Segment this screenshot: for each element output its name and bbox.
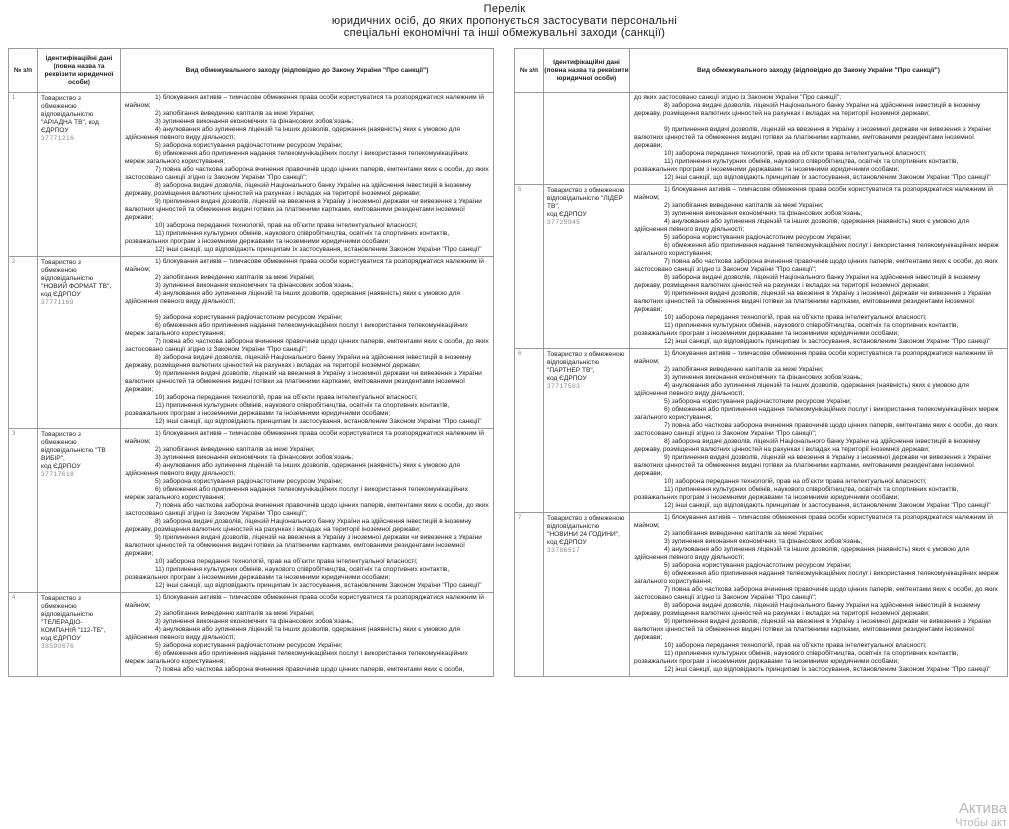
entity-cell	[38, 593, 121, 677]
measure-item: 2) запобігання виведенню капіталів за межі України;	[155, 446, 315, 453]
edrpou-code: 37771216	[41, 135, 75, 142]
entity-name: Товариство з обмеженою відповідальністю "ТЕЛЕРАДІО-КОМПАНІЯ "112-ТБ", код ЄДРПОУ	[41, 595, 106, 642]
measure-item: 7) повна або часткова заборона вчинення правочинів щодо цінних паперів, емітентами яких є особи, до яких застосовано санкції згідно із Законом України "Про санкції";	[634, 422, 998, 437]
entity-name: Товариство з обмеженою відповідальністю "НОВИНИ 24 ГОДИНИ", код ЄДРПОУ	[547, 515, 625, 546]
measure-item: 5) заборона користування радіочастотним ресурсом України;	[155, 642, 343, 649]
measure-item: 12) інші санкції, що відповідають принципам їх застосування, встановленим Законом України "Про санкції"	[155, 582, 482, 589]
measure-item: 9) припинення видачі дозволів, ліцензій на ввезення в Україну з іноземної держави чи вивезення з України валютних цінностей та обмеження видачі готівки за платіжними картками, емітованими резидентами іноземної держави;	[125, 370, 482, 393]
table-row	[515, 513, 1008, 677]
header-entity: Ідентифікаційні дані (повна назва та реквізити юридичної особи)	[544, 49, 630, 93]
entity-name: Товариство з обмеженою відповідальністю "АРІАДНА ТВ", код ЄДРПОУ	[41, 95, 99, 134]
measure-item: 2) запобігання виведенню капіталів за межі України;	[155, 610, 315, 617]
entity-cell	[544, 513, 630, 677]
measure-item: 11) припинення культурних обмінів, наукового співробітництва, освітніх та спортивних контактів, розважальних програм з іноземними державами та іноземними юридичними особами;	[634, 322, 959, 337]
edrpou-code: 37717583	[547, 383, 581, 390]
row-number: 2	[9, 257, 38, 429]
measures-cell	[630, 93, 1008, 185]
measures-cell	[121, 257, 494, 429]
right-page-column	[514, 48, 1008, 829]
measure-item: 12) інші санкції, що відповідають принципам їх застосування, встановленим Законом України "Про санкції"	[664, 502, 991, 509]
measure-item: 10) заборона передання технологій, прав на об’єкти права інтелектуальної власності;	[155, 558, 418, 565]
sanctions-table-left	[8, 48, 494, 677]
measure-item: 11) припинення культурних обмінів, наукового співробітництва, освітніх та спортивних контактів, розважальних програм з іноземними державами та іноземними юридичними особами;	[125, 230, 450, 245]
measure-item: 2) запобігання виведенню капіталів за межі України;	[664, 202, 824, 209]
measures-cell	[121, 429, 494, 593]
title-line-2: юридичних осіб, до яких пропонується застосувати персональні	[331, 15, 678, 27]
measure-item: 9) припинення видачі дозволів, ліцензій на ввезення в Україну з іноземної держави чи вивезення з України валютних цінностей та обмеження видачі готівки за платіжними картками, емітованими резидентами іноземної держави;	[125, 534, 482, 557]
measure-item: 1) блокування активів – тимчасове обмеження права особи користуватися та розпоряджатися належним їй майном;	[634, 350, 993, 365]
measure-item: 8) заборона видачі дозволів, ліцензій Національного банку України на здійснення інвестицій в іноземну державу, розміщення валютних цінностей на рахунках і вкладах на території іноземної держави;	[634, 602, 981, 617]
measure-item: 9) припинення видачі дозволів, ліцензій на ввезення в Україну з іноземної держави чи вивезення з України валютних цінностей та обмеження видачі готівки за платіжними картками, емітованими резидентами іноземної держави;	[634, 454, 991, 477]
measure-item: 4) анулювання або зупинення ліцензій та інших дозволів, одержання (наявність) яких є умовою для здійснення певного виду діяльності;	[634, 382, 969, 397]
measure-item: 7) повна або часткова заборона вчинення правочинів щодо цінних паперів, емітентами яких є особи, до яких застосовано санкції згідно із Законом України "Про санкції";	[634, 258, 998, 273]
measure-item: 11) припинення культурних обмінів, наукового співробітництва, освітніх та спортивних контактів, розважальних програм з іноземними державами та іноземними юридичними особами;	[634, 486, 959, 501]
document-title	[0, 3, 1009, 39]
row-number: 6	[515, 349, 544, 513]
table-row	[9, 593, 494, 677]
measure-item	[125, 306, 489, 314]
measure-item: 8) заборона видачі дозволів, ліцензій Національного банку України на здійснення інвестицій в іноземну державу, розміщення валютних цінностей на рахунках і вкладах на території іноземної держави;	[125, 354, 472, 369]
entity-cell	[544, 93, 630, 185]
measure-item: 3) зупинення виконання економічних та фінансових зобов’язань;	[664, 210, 863, 217]
measure-item: 3) зупинення виконання економічних та фінансових зобов’язань;	[664, 538, 863, 545]
row-number: 4	[9, 593, 38, 677]
watermark-subtitle: Чтобы акт	[955, 817, 1007, 829]
measure-item: 8) заборона видачі дозволів, ліцензій Національного банку України на здійснення інвестицій в іноземну державу, розміщення валютних цінностей на рахунках і вкладах на території іноземної держави;	[634, 274, 981, 289]
edrpou-code: 37771169	[41, 299, 74, 306]
measure-item: 9) припинення видачі дозволів, ліцензій на ввезення в Україну з іноземної держави чи вивезення з України валютних цінностей та обмеження видачі готівки за платіжними картками, емітованими резидентами іноземної держави;	[634, 618, 991, 641]
header-entity: Ідентифікаційні дані (повна назва та реквізити юридичної особи)	[38, 49, 121, 93]
measure-item: 10) заборона передання технологій, прав на об’єкти права інтелектуальної власності;	[155, 222, 418, 229]
entity-name: Товариство з обмеженою відповідальністю "ТВ ВИБІР", код ЄДРПОУ	[41, 431, 106, 470]
measure-item: 7) повна або часткова заборона вчинення правочинів щодо цінних паперів, емітентами яких є особи, до яких застосовано санкції згідно із Законом України "Про санкції";	[125, 502, 489, 517]
measure-item: 4) анулювання або зупинення ліцензій та інших дозволів, одержання (наявність) яких є умовою для здійснення певного виду діяльності;	[634, 218, 969, 233]
measure-item: 9) припинення видачі дозволів, ліцензій на ввезення в Україну з іноземної держави чи вивезення з України валютних цінностей та обмеження видачі готівки за платіжними картками, емітованими резидентами іноземної держави;	[634, 126, 991, 149]
measure-item: 8) заборона видачі дозволів, ліцензій Національного банку України на здійснення інвестицій в іноземну державу, розміщення валютних цінностей на рахунках і вкладах на території іноземної держави;	[634, 438, 981, 453]
measure-item: 8) заборона видачі дозволів, ліцензій Національного банку України на здійснення інвестицій в іноземну державу, розміщення валютних цінностей на рахунках і вкладах на території іноземної держави;	[125, 518, 472, 533]
entity-name: Товариство з обмеженою відповідальністю "ПАРТНЕР ТВ", код ЄДРПОУ	[547, 351, 625, 382]
entity-cell	[38, 429, 121, 593]
table-row	[515, 185, 1008, 349]
edrpou-code: 38590676	[41, 643, 75, 650]
measure-item: 6) обмеження або припинення надання телекомунікаційних послуг і використання телекомунікаційних мереж загального користування;	[634, 242, 999, 257]
measure-item: 3) зупинення виконання економічних та фінансових зобов’язань;	[155, 118, 354, 125]
measure-item: 4) анулювання або зупинення ліцензій та інших дозволів, одержання (наявність) яких є умовою для здійснення певного виду діяльності;	[125, 462, 460, 477]
rows-right	[515, 93, 1008, 677]
entity-name: Товариство з обмеженою відповідальністю "НОВИЙ ФОРМАТ ТВ", код ЄДРПОУ	[41, 259, 112, 298]
measure-item: 5) заборона користування радіочастотним ресурсом України;	[664, 398, 852, 405]
measure-item: 10) заборона передання технологій, прав на об’єкти права інтелектуальної власності;	[664, 478, 927, 485]
entity-cell	[544, 185, 630, 349]
measure-item: 12) інші санкції, що відповідають принципам їх застосування, встановленим Законом України "Про санкції"	[664, 666, 991, 673]
sanctions-table-right	[514, 48, 1008, 677]
measure-item: 12) інші санкції, що відповідають принципам їх застосування, встановленим Законом України "Про санкції"	[664, 338, 991, 345]
watermark-title: Актива	[958, 800, 1007, 817]
measures-cell	[121, 93, 494, 257]
measure-item: 7) повна або часткова заборона вчинення правочинів щодо цінних паперів, емітентами яких є особи, до яких застосовано санкції згідно із Законом України "Про санкції";	[125, 166, 489, 181]
measure-item: 5) заборона користування радіочастотним ресурсом України;	[664, 562, 852, 569]
measure-item: 11) припинення культурних обмінів, наукового співробітництва, освітніх та спортивних контактів, розважальних програм з іноземними державами та іноземними юридичними особами;	[125, 566, 450, 581]
measures-cell	[630, 349, 1008, 513]
table-row	[9, 93, 494, 257]
measure-item: до яких застосовано санкції згідно із Законом України "Про санкції";	[634, 94, 842, 101]
header-measure: Вид обмежувального заходу (відповідно до Закону України "Про санкції")	[630, 49, 1008, 93]
measure-item: 9) припинення видачі дозволів, ліцензій на ввезення в Україну з іноземної держави чи вивезення з України валютних цінностей та обмеження видачі готівки за платіжними картками, емітованими резидентами іноземної держави;	[125, 198, 482, 221]
row-number: 1	[9, 93, 38, 257]
measure-item: 11) припинення культурних обмінів, наукового співробітництва, освітніх та спортивних контактів, розважальних програм з іноземними державами та іноземними юридичними особами;	[634, 158, 959, 173]
measure-item: 10) заборона передання технологій, прав на об’єкти права інтелектуальної власності;	[664, 150, 927, 157]
edrpou-code: 37717618	[41, 471, 75, 478]
measure-item: 12) інші санкції, що відповідають принципам їх застосування, встановленим Законом України "Про санкції"	[664, 174, 991, 181]
measure-item: 1) блокування активів – тимчасове обмеження права особи користуватися та розпоряджатися належним їй майном;	[125, 594, 484, 609]
row-number: 3	[9, 429, 38, 593]
measure-item: 4) анулювання або зупинення ліцензій та інших дозволів, одержання (наявність) яких є умовою для здійснення певного виду діяльності;	[125, 126, 460, 141]
measure-item: 1) блокування активів – тимчасове обмеження права особи користуватися та розпоряджатися належним їй майном;	[125, 94, 484, 109]
row-number: 5	[515, 185, 544, 349]
measure-item: 7) повна або часткова заборона вчинення правочинів щодо цінних паперів, емітентами яких є особи, до яких застосовано санкції згідно із Законом України "Про санкції";	[125, 338, 489, 353]
measure-item: 1) блокування активів – тимчасове обмеження права особи користуватися та розпоряджатися належним їй майном;	[125, 258, 484, 273]
measure-item: 6) обмеження або припинення надання телекомунікаційних послуг і використання телекомунікаційних мереж загального користування;	[634, 570, 999, 585]
measure-item: 12) інші санкції, що відповідають принципам їх застосування, встановленим Законом України "Про санкції"	[155, 246, 482, 253]
table-row	[515, 93, 1008, 185]
measure-item: 1) блокування активів – тимчасове обмеження права особи користуватися та розпоряджатися належним їй майном;	[634, 186, 993, 201]
measure-item: 11) припинення культурних обмінів, наукового співробітництва, освітніх та спортивних контактів, розважальних програм з іноземними державами та іноземними юридичними особами;	[634, 650, 959, 665]
measure-item	[634, 118, 1003, 126]
measure-item: 7) повна або часткова заборона вчинення правочинів щодо цінних паперів, емітентами яких є особи, до яких застосовано санкції згідно із Законом України "Про санкції";	[634, 586, 998, 601]
header-number: № з/п	[9, 49, 38, 93]
measure-item: 8) заборона видачі дозволів, ліцензій Національного банку України на здійснення інвестицій в іноземну державу, розміщення валютних цінностей на рахунках і вкладах на території іноземної держави;	[634, 102, 981, 117]
table-row	[9, 257, 494, 429]
measure-item: 1) блокування активів – тимчасове обмеження права особи користуватися та розпоряджатися належним їй майном;	[125, 430, 484, 445]
measure-item: 5) заборона користування радіочастотним ресурсом України;	[155, 142, 343, 149]
measure-item: 3) зупинення виконання економічних та фінансових зобов’язань;	[664, 374, 863, 381]
measure-item: 4) анулювання або зупинення ліцензій та інших дозволів, одержання (наявність) яких є умовою для здійснення певного виду діяльності;	[634, 546, 969, 561]
measure-item: 2) запобігання виведенню капіталів за межі України;	[155, 274, 315, 281]
title-line-1: Перелік	[483, 3, 526, 15]
row-number: 7	[515, 513, 544, 677]
measure-item: 3) зупинення виконання економічних та фінансових зобов’язань;	[155, 454, 354, 461]
measure-item: 2) запобігання виведенню капіталів за межі України;	[155, 110, 315, 117]
table-row	[515, 349, 1008, 513]
left-page-column	[8, 48, 494, 829]
measure-item: 8) заборона видачі дозволів, ліцензій Національного банку України на здійснення інвестицій в іноземну державу, розміщення валютних цінностей на рахунках і вкладах на території іноземної держави;	[125, 182, 472, 197]
measure-item: 3) зупинення виконання економічних та фінансових зобов’язань;	[155, 282, 354, 289]
edrpou-code: 33786517	[547, 547, 581, 554]
measure-item: 5) заборона користування радіочастотним ресурсом України;	[155, 478, 343, 485]
measure-item: 6) обмеження або припинення надання телекомунікаційних послуг і використання телекомунікаційних мереж загального користування;	[125, 150, 468, 165]
rows-left	[9, 93, 494, 677]
measure-item: 1) блокування активів – тимчасове обмеження права особи користуватися та розпоряджатися належним їй майном;	[634, 514, 993, 529]
measure-item: 10) заборона передання технологій, прав на об’єкти права інтелектуальної власності;	[664, 642, 927, 649]
measure-item: 4) анулювання або зупинення ліцензій та інших дозволів, одержання (наявність) яких є умовою для здійснення певного виду діяльності;	[125, 626, 460, 641]
measure-item: 6) обмеження або припинення надання телекомунікаційних послуг і використання телекомунікаційних мереж загального користування;	[634, 406, 999, 421]
measure-item: 7) повна або часткова заборона вчинення правочинів щодо цінних паперів, емітентами яких є особи,	[155, 666, 465, 673]
measure-item: 5) заборона користування радіочастотним ресурсом України;	[664, 234, 852, 241]
measure-item: 6) обмеження або припинення надання телекомунікаційних послуг і використання телекомунікаційних мереж загального користування;	[125, 322, 468, 337]
entity-name: Товариство з обмеженою відповідальністю "ЛІДЕР ТВ", код ЄДРПОУ	[547, 187, 625, 218]
measure-item: 3) зупинення виконання економічних та фінансових зобов’язань;	[155, 618, 354, 625]
measure-item: 2) запобігання виведенню капіталів за межі України;	[664, 366, 824, 373]
measure-item: 11) припинення культурних обмінів, наукового співробітництва, освітніх та спортивних контактів, розважальних програм з іноземними державами та іноземними юридичними особами;	[125, 402, 450, 417]
measure-item: 2) запобігання виведенню капіталів за межі України;	[664, 530, 824, 537]
title-line-3: спеціальні економічні та інші обмежувальні заходи (санкції)	[343, 27, 666, 39]
entity-cell	[38, 257, 121, 429]
entity-cell	[544, 349, 630, 513]
table-row	[9, 429, 494, 593]
header-measure: Вид обмежувального заходу (відповідно до Закону України "Про санкції")	[121, 49, 494, 93]
entity-cell	[38, 93, 121, 257]
edrpou-code: 37725945	[547, 219, 581, 226]
measure-item: 6) обмеження або припинення надання телекомунікаційних послуг і використання телекомунікаційних мереж загального користування;	[125, 650, 468, 665]
measure-item: 5) заборона користування радіочастотним ресурсом України;	[155, 314, 343, 321]
measure-item: 6) обмеження або припинення надання телекомунікаційних послуг і використання телекомунікаційних мереж загального користування;	[125, 486, 468, 501]
measures-cell	[121, 593, 494, 677]
row-number	[515, 93, 544, 185]
measure-item: 10) заборона передання технологій, прав на об’єкти права інтелектуальної власності;	[664, 314, 927, 321]
measures-cell	[630, 185, 1008, 349]
measure-item: 4) анулювання або зупинення ліцензій та інших дозволів, одержання (наявність) яких є умовою для здійснення певного виду діяльності;	[125, 290, 460, 305]
header-number: № з/п	[515, 49, 544, 93]
measure-item: 12) інші санкції, що відповідають принципам їх застосування, встановленим Законом України "Про санкції"	[155, 418, 482, 425]
measures-cell	[630, 513, 1008, 677]
measure-item: 9) припинення видачі дозволів, ліцензій на ввезення в Україну з іноземної держави чи вивезення з України валютних цінностей та обмеження видачі готівки за платіжними картками, емітованими резидентами іноземної держави;	[634, 290, 991, 313]
measure-item: 10) заборона передання технологій, прав на об’єкти права інтелектуальної власності;	[155, 394, 418, 401]
